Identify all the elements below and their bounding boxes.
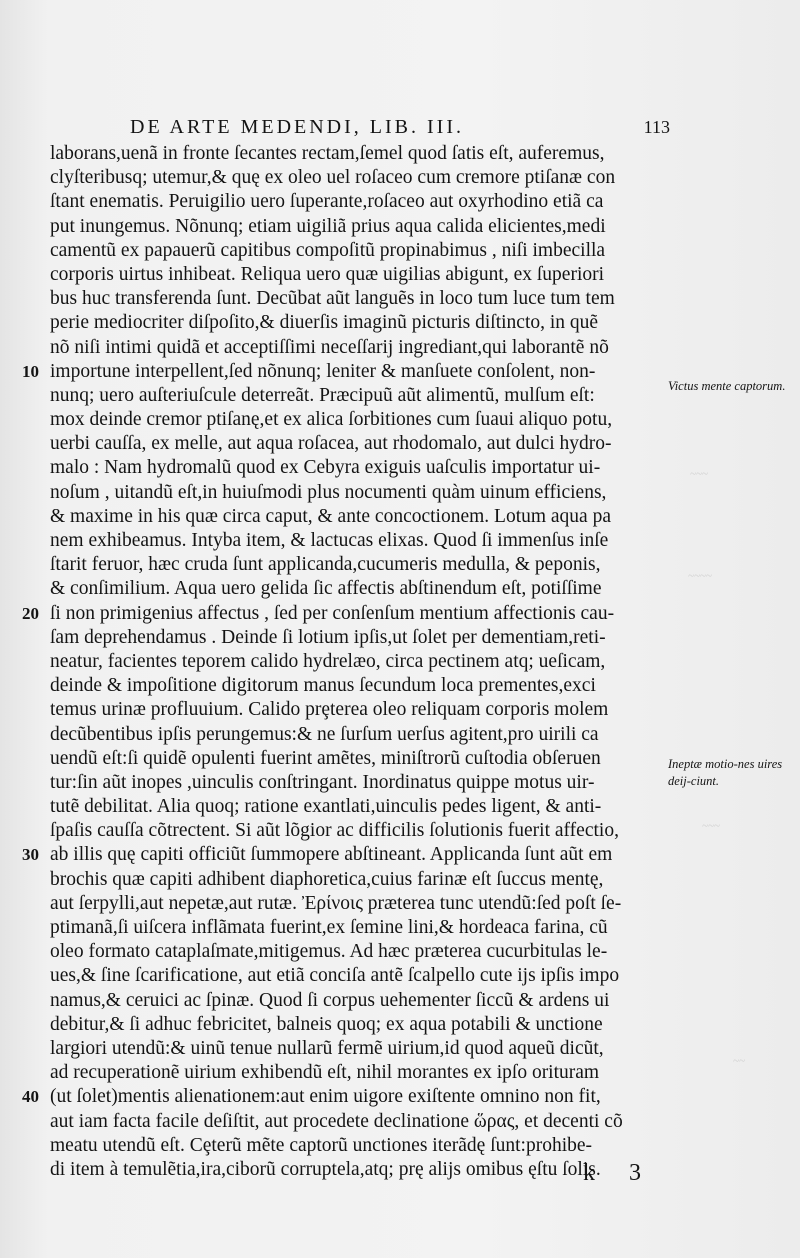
line-text: aut iam facta facile deſiſtit, aut procedete declinatione ὥρας, et decenti cõ: [50, 1110, 623, 1132]
text-line: [50, 989, 670, 1013]
line-text: corporis uirtus inhibeat. Reliqua uero quæ uigilias abigunt, ex ſuperiori: [50, 263, 605, 285]
text-line: [50, 287, 670, 311]
line-text: nõ niſi intimi quidã et acceptiſſimi neceſſarij ingrediant,qui laborantẽ nõ: [50, 336, 609, 358]
line-text: debitur,& ſi adhuc febricitet, balneis quoq; ex aqua potabili & unctione: [50, 1013, 603, 1035]
text-line: [50, 674, 670, 698]
text-line: [50, 1110, 670, 1134]
line-text: put inungemus. Nõnunq; etiam uigiliã prius aqua calida elicientes,medi: [50, 215, 606, 237]
show-through-ghost: ~~~~: [688, 570, 712, 582]
line-text: ſi non primigenius affectus , ſed per conſenſum mentium affectionis cau-: [50, 602, 615, 624]
margin-note-ineptae: Ineptæ motio-nes uires deij-ciunt.: [668, 757, 783, 788]
line-text: & conſimilium. Aqua uero gelida ſic affectis abſtinendum eſt, potiſſime: [50, 578, 602, 600]
text-line: [50, 553, 670, 577]
running-header: [130, 116, 670, 139]
line-text: perie mediocriter diſpoſito,& diuerſis imaginũ picturis diſtincto, in quẽ: [50, 312, 599, 334]
line-text: camentũ ex papauerũ capitibus compoſitũ propinabimus , niſi imbecilla: [50, 239, 606, 261]
margin-note-victus: Victus mente captorum.: [668, 379, 786, 393]
text-line: [50, 481, 670, 505]
line-text: ſtarit feruor, hæc cruda ſunt applicanda,cucumeris medulla, & peponis,: [50, 554, 601, 576]
line-text: ptimanã,ſi uiſcera inflãmata fuerint,ex ſemine lini,& hordeaca farina, cũ: [50, 917, 608, 938]
text-line: [50, 239, 670, 263]
running-title: DE ARTE MEDENDI, LIB. III.: [130, 116, 464, 138]
line-text: nunq; uero auſteriuſcule deterreãt. Præcipuũ aũt alimentũ, mulſum eſt:: [50, 384, 595, 406]
line-text: ſam deprehendamus . Deinde ſi lotium ipſis,ut ſolet per dementiam,reti-: [50, 626, 606, 648]
line-text: nem exhibeamus. Intyba item, & lactucas elixas. Quod ſi immenſus inſe: [50, 530, 609, 551]
text-line: [50, 771, 670, 795]
text-line: [50, 795, 670, 819]
signature-mark: k 3: [583, 1160, 655, 1186]
text-line: [50, 577, 670, 601]
text-line: [50, 336, 670, 360]
text-line: [50, 723, 670, 747]
text-line: [50, 747, 670, 771]
line-text: uendũ eſt:ſi quidẽ opulenti fuerint amẽtes, miniſtrorũ cuſtodia obſeruen: [50, 747, 601, 769]
text-line: [50, 384, 670, 408]
line-text: noſum , uitandũ eſt,in huiuſmodi plus nocumenti quàm uinum efficiens,: [50, 481, 607, 503]
line-text: oleo formato cataplaſmate,mitigemus. Ad hæc præterea cucurbitulas le-: [50, 941, 608, 963]
text-line: [50, 166, 670, 190]
text-line: [50, 916, 670, 940]
line-text: ues,& ſine ſcarificatione, aut etiã conciſa antẽ ſcalpello cute ijs ipſis impo: [50, 965, 620, 987]
line-text: neatur, facientes teporem calido hydrelæo, circa pectinem atq; ueſicam,: [50, 650, 606, 672]
text-line: [50, 868, 670, 892]
text-line: [50, 432, 670, 456]
line-text: malo : Nam hydromalũ quod ex Cebyra exiguis uaſculis importatur ui-: [50, 457, 601, 479]
text-line: [50, 408, 670, 432]
text-line: [50, 142, 670, 166]
line-text: ſpaſis cauſſa cõtrectent. Si aũt lõgior ac difficilis ſolutionis fuerit affectio,: [50, 820, 619, 842]
line-text: namus,& ceruici ac ſpinæ. Quod ſi corpus uehementer ſiccũ & ardens ui: [50, 989, 610, 1011]
text-line: [50, 505, 670, 529]
line-text: aut ſerpylli,aut nepetæ,aut rutæ. Ἐρίνοις præterea tunc utendũ:ſed poſt ſe-: [50, 892, 622, 914]
text-line: [50, 1061, 670, 1085]
line-text: mox deinde cremor ptiſanę,et ex alica ſorbitiones cum ſuaui aliquo potu,: [50, 409, 613, 431]
line-text: meatu utendũ eſt. Cȩterũ mẽte captorũ unctiones iterãdę ſunt:prohibe-: [50, 1134, 593, 1156]
line-text: bus huc transferenda ſunt. Decũbat aũt languẽs in loco tum luce tum tem: [50, 288, 615, 310]
line-text: & maxime in his quæ circa caput, & ante concoctionem. Lotum aqua pa: [50, 505, 611, 527]
line-number: 10: [22, 361, 39, 381]
text-line: [50, 456, 670, 480]
line-text: decũbentibus ipſis perungemus:& ne ſurſum uerſus agitent,pro uirili ca: [50, 723, 599, 745]
text-line: [50, 650, 670, 674]
line-text: ad recuperationẽ uirium exhibendũ eſt, nihil morantes ex ipſo orituram: [50, 1062, 600, 1084]
text-line: [50, 698, 670, 722]
line-text: brochis quæ capiti adhibent diaphoretica,cuius farinæ eſt ſuccus mentę,: [50, 868, 604, 890]
text-line: [22, 1085, 670, 1109]
text-line: [50, 311, 670, 335]
line-number: 40: [22, 1087, 39, 1107]
text-line: [50, 1158, 670, 1182]
text-line: [50, 892, 670, 916]
show-through-ghost: ~~: [733, 1055, 745, 1067]
line-text: laborans,uenã in fronte ſecantes rectam,ſemel quod ſatis eſt, auferemus,: [50, 143, 605, 164]
line-text: deinde & impoſitione digitorum manus ſecundum loca prementes,exci: [50, 675, 596, 697]
line-text: clyſteribusq; utemur,& quę ex oleo uel roſaceo cum cremore ptiſanæ con: [50, 167, 616, 189]
text-line: [50, 190, 670, 214]
text-line: [22, 602, 670, 626]
line-text: importune interpellent,ſed nõnunq; leniter & manſuete conſolent, non-: [50, 360, 596, 382]
line-text: ſtant enematis. Peruigilio uero ſuperante,roſaceo aut oxyrhodino etiã ca: [50, 191, 604, 213]
line-text: (ut ſolet)mentis alienationem:aut enim uigore exiſtente omnino non fit,: [50, 1086, 601, 1108]
text-line: [50, 819, 670, 843]
line-text: tutẽ debilitat. Alia quoq; ratione exantlati,uinculis pedes ligent, & anti-: [50, 796, 602, 818]
text-line: [50, 529, 670, 553]
text-line: [50, 626, 670, 650]
text-line: [50, 1013, 670, 1037]
line-text: uerbi cauſſa, ex melle, aut aqua roſacea, aut rhodomalo, aut dulci hydro-: [50, 433, 612, 455]
text-line: [50, 215, 670, 239]
text-line: [50, 263, 670, 287]
text-line: [50, 964, 670, 988]
text-line: [50, 1037, 670, 1061]
text-line: [50, 1134, 670, 1158]
page-number: 113: [643, 117, 670, 137]
text-line: [50, 940, 670, 964]
line-text: largiori utendũ:& uinũ tenue nullarũ fermẽ uirium,id quod aqueũ dicũt,: [50, 1037, 604, 1059]
text-block: [22, 142, 670, 1182]
line-text: di item à temulẽtia,ira,ciborũ corruptela,atq; prę alijs omibus ęſtu ſolis.: [50, 1158, 601, 1180]
text-line: [22, 843, 670, 867]
line-number: 20: [22, 603, 39, 623]
show-through-ghost: ~~~: [690, 468, 708, 480]
line-text: tur:ſin aũt inopes ,uinculis conſtringant. Inordinatus quippe motus uir-: [50, 771, 595, 793]
line-number: 30: [22, 845, 39, 865]
show-through-ghost: ~~~: [702, 820, 720, 832]
line-text: ab illis quę capiti officiũt ſummopere abſtineant. Applicanda ſunt aũt em: [50, 844, 613, 866]
line-text: temus urinæ profluuium. Calido prȩterea oleo reliquam corporis molem: [50, 699, 609, 721]
text-line: [22, 360, 670, 384]
